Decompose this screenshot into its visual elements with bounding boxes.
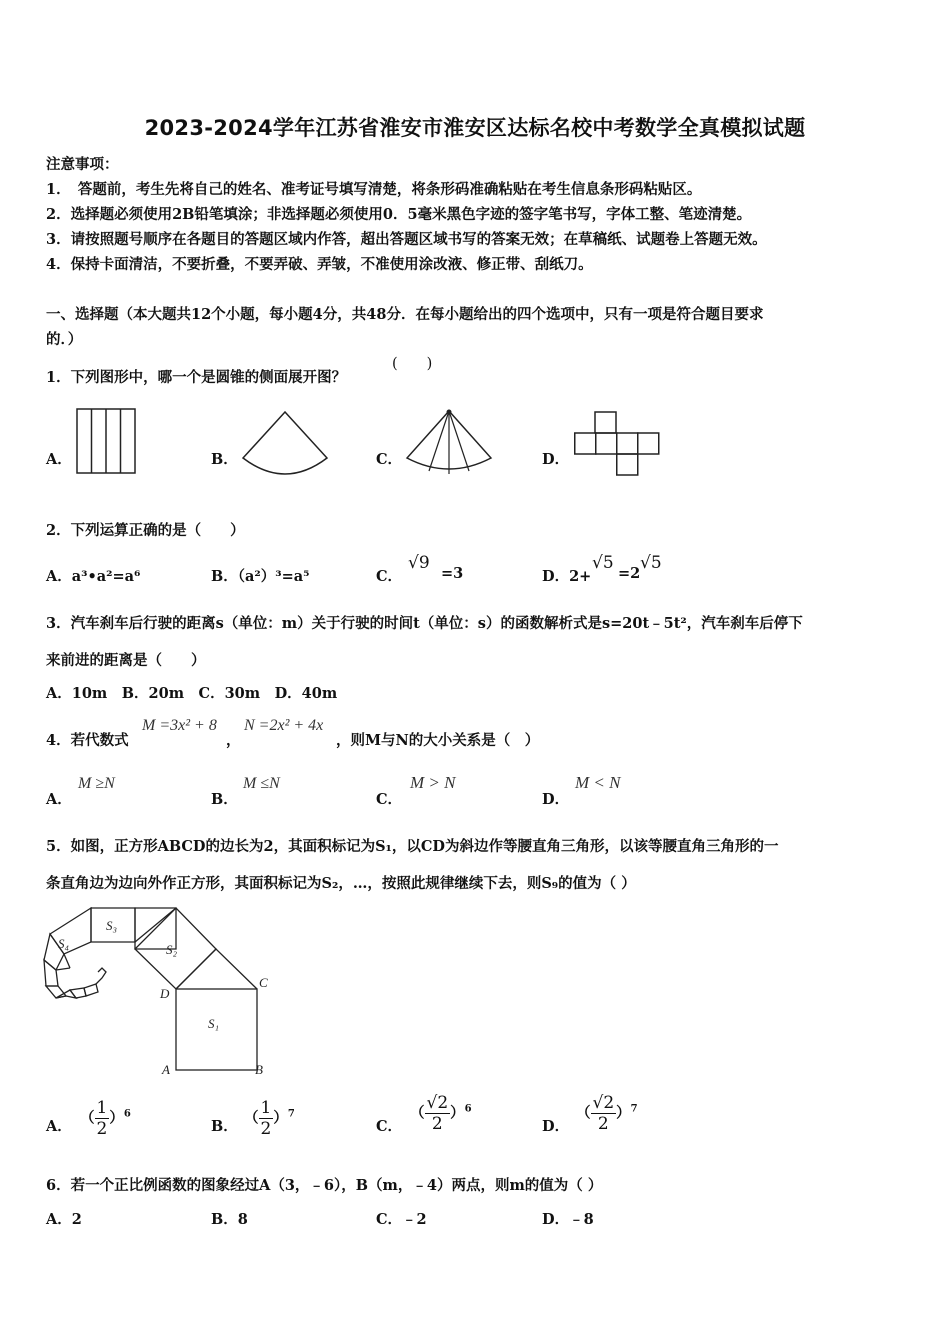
- q1-option-b-figure: [240, 410, 330, 478]
- fraction-denominator: 2: [260, 1119, 272, 1139]
- q2-stem: 2．下列运算正确的是（ ）: [46, 522, 245, 539]
- label-s3: S₃: [106, 918, 118, 933]
- exponent: 6: [123, 1108, 131, 1120]
- section-heading: 一、选择题（本大题共12个小题，每小题4分，共48分．在每小题给出的四个选项中，只有一项是符合题目要求: [46, 306, 764, 323]
- page-title: 2023-2024学年江苏省淮安市淮安区达标名校中考数学全真模拟试题: [144, 116, 806, 140]
- q2-option-d-sqrt: √5: [592, 553, 614, 573]
- section-heading-cont: 的．）: [46, 331, 83, 348]
- exponent: 6: [464, 1103, 472, 1115]
- q2-option-d-label: D．2+: [542, 568, 592, 585]
- q3-stem: 3．汽车刹车后行驶的距离s（单位：m）关于行驶的时间t（单位：s）的函数解析式是s=20t﹣5t²，汽车刹车后停下: [46, 615, 803, 632]
- notice-item: 1． 答题前，考生先将自己的姓名、准考证号填写清楚，将条形码准确粘贴在考生信息条形码粘贴区。: [46, 181, 702, 198]
- q6-option-d: D．﹣8: [542, 1211, 594, 1228]
- q5-option-b-label: B．: [211, 1118, 238, 1135]
- fraction-numerator: √2: [592, 1093, 615, 1113]
- fraction-numerator: 1: [96, 1098, 108, 1118]
- fraction-denominator: 2: [96, 1119, 108, 1139]
- q2-option-b: B．（a²）³=a⁵: [211, 568, 310, 585]
- q5-stem-cont: 条直角边为边向外作正方形，其面积标记为S₂，…，按照此规律继续下去，则S₉的值为（ ）: [46, 875, 636, 892]
- q5-figure: [40, 902, 280, 1080]
- square-s4: [50, 908, 91, 954]
- q6-stem: 6．若一个正比例函数的图象经过A（3，﹣6），B（m，﹣4）两点，则m的值为（ ）: [46, 1177, 603, 1194]
- q5-stem: 5．如图，正方形ABCD的边长为2，其面积标记为S₁，以CD为斜边作等腰直角三角形，以该等腰直角三角形的一: [46, 838, 779, 855]
- label-s4: S₄: [58, 936, 70, 951]
- q1-option-a-figure: [76, 408, 138, 476]
- q5-option-c-label: C．: [376, 1118, 403, 1135]
- q4-option-c-expr: M > N: [410, 773, 456, 792]
- exponent: 7: [630, 1103, 638, 1115]
- q1-stem: 1．下列图形中，哪一个是圆锥的侧面展开图？: [46, 369, 347, 386]
- q6-option-a: A．2: [46, 1211, 82, 1228]
- q1-option-d-label: D．: [542, 451, 570, 468]
- q5-option-c: （ $\frac{√2}{2}$ ）$^6$: [410, 1093, 472, 1134]
- q5-option-d: （ $\frac{√2}{2}$ ）$^7$: [576, 1093, 638, 1134]
- q1-answer-paren: ( ): [392, 356, 433, 372]
- label-a: A: [162, 1062, 170, 1077]
- notice-item: 2．选择题必须使用2B铅笔填涂；非选择题必须使用0．5毫米黑色字迹的签字笔书写，字体工整、笔迹清楚。: [46, 206, 752, 223]
- q6-option-b: B．8: [211, 1211, 248, 1228]
- q4-stem-suffix: ，则M与N的大小关系是（ ）: [336, 732, 540, 749]
- q5-option-d-label: D．: [542, 1118, 570, 1135]
- fraction-denominator: 2: [431, 1114, 443, 1134]
- q4-option-b-expr: M ≤N: [243, 775, 280, 792]
- q4-option-d-expr: M < N: [575, 773, 621, 792]
- q2-option-c-tail: =3: [441, 565, 464, 582]
- q5-option-a: （ $\frac{1}{2}$ ）$^6$: [80, 1098, 131, 1139]
- label-b: B: [255, 1062, 263, 1077]
- notice-heading: 注意事项：: [46, 156, 119, 173]
- fraction-numerator: √2: [426, 1093, 449, 1113]
- fraction-denominator: 2: [597, 1114, 609, 1134]
- q2-option-a: A．a³•a²=a⁶: [46, 568, 141, 585]
- label-c: C: [259, 975, 268, 990]
- notice-item: 4．保持卡面清洁，不要折叠，不要弄破、弄皱，不准使用涂改液、修正带、刮纸刀。: [46, 256, 593, 273]
- label-s2: S₂: [166, 942, 178, 957]
- q6-option-c: C．﹣2: [376, 1211, 427, 1228]
- q4-option-d-label: D．: [542, 791, 570, 808]
- q2-option-d-mid: =2: [618, 565, 641, 582]
- q4-n-expression: N =2x² + 4x: [244, 717, 324, 734]
- q4-option-a-label: A．: [46, 791, 72, 808]
- q4-comma: ，: [226, 732, 241, 749]
- label-s1: S₁: [208, 1016, 220, 1031]
- q4-m-expression: M =3x² + 8: [142, 717, 217, 734]
- q1-option-c-figure: [404, 408, 494, 476]
- exponent: 7: [287, 1108, 295, 1120]
- q4-option-c-label: C．: [376, 791, 403, 808]
- q3-stem-cont: 来前进的距离是（ ）: [46, 652, 206, 669]
- q1-option-d-figure: [574, 411, 660, 479]
- q4-stem-prefix: 4．若代数式: [46, 732, 129, 749]
- q2-option-c-label: C．: [376, 568, 403, 585]
- fraction-numerator: 1: [260, 1098, 272, 1118]
- q1-option-a-label: A．: [46, 451, 72, 468]
- q3-options: A．10m B．20m C．30m D．40m: [46, 685, 338, 702]
- q5-option-b: （ $\frac{1}{2}$ ）$^7$: [244, 1098, 295, 1139]
- notice-item: 3．请按照题号顺序在各题目的答题区域内作答，超出答题区域书写的答案无效；在草稿纸、试题卷上答题无效。: [46, 231, 767, 248]
- q1-option-c-label: C．: [376, 451, 403, 468]
- q4-option-a-expr: M ≥N: [78, 775, 115, 792]
- q2-option-d-sqrt: √5: [640, 553, 662, 573]
- label-d: D: [160, 986, 170, 1001]
- q4-option-b-label: B．: [211, 791, 238, 808]
- q1-option-b-label: B．: [211, 451, 238, 468]
- q2-option-c-sqrt: √9: [408, 553, 430, 573]
- q5-option-a-label: A．: [46, 1118, 72, 1135]
